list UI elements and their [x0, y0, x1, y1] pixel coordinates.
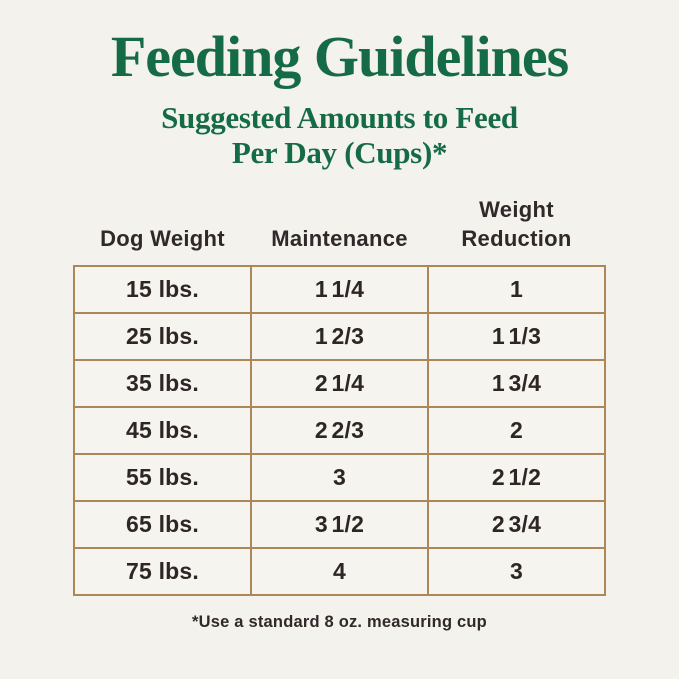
feeding-guidelines-table — [73, 265, 606, 596]
column-header-weight-reduction-label: Weight Reduction — [461, 197, 572, 252]
cell-weight-reduction: 1 — [428, 266, 605, 313]
cell-dog-weight: 45 lbs. — [74, 407, 251, 454]
column-header-dog-weight: Dog Weight — [100, 226, 225, 252]
table-row — [74, 407, 605, 454]
cell-dog-weight: 35 lbs. — [74, 360, 251, 407]
cell-weight-reduction: 1 1/3 — [428, 313, 605, 360]
cell-weight-reduction: 1 3/4 — [428, 360, 605, 407]
cell-dog-weight: 65 lbs. — [74, 501, 251, 548]
table-row — [74, 548, 605, 595]
page-subtitle — [0, 101, 679, 170]
cell-dog-weight: 25 lbs. — [74, 313, 251, 360]
cell-weight-reduction: 2 1/2 — [428, 454, 605, 501]
cell-dog-weight: 15 lbs. — [74, 266, 251, 313]
column-header-weight-reduction — [428, 196, 605, 264]
table-column-headers — [74, 196, 605, 264]
column-header-maintenance: Maintenance — [271, 226, 408, 252]
table-row — [74, 313, 605, 360]
cell-maintenance: 3 — [251, 454, 428, 501]
footnote: *Use a standard 8 oz. measuring cup — [192, 612, 487, 631]
table-row — [74, 454, 605, 501]
cell-maintenance: 4 — [251, 548, 428, 595]
cell-maintenance: 2 1/4 — [251, 360, 428, 407]
table-row — [74, 266, 605, 313]
cell-weight-reduction: 3 — [428, 548, 605, 595]
cell-weight-reduction: 2 3/4 — [428, 501, 605, 548]
page-title: Feeding Guidelines — [110, 24, 569, 89]
cell-maintenance: 2 2/3 — [251, 407, 428, 454]
table-row — [74, 360, 605, 407]
cell-maintenance: 3 1/2 — [251, 501, 428, 548]
subtitle-line-1: Suggested Amounts to Feed — [161, 100, 518, 135]
cell-maintenance: 1 1/4 — [251, 266, 428, 313]
cell-dog-weight: 75 lbs. — [74, 548, 251, 595]
subtitle-line-2: Per Day (Cups)* — [231, 134, 448, 170]
table-row — [74, 501, 605, 548]
cell-dog-weight: 55 lbs. — [74, 454, 251, 501]
cell-weight-reduction: 2 — [428, 407, 605, 454]
cell-maintenance: 1 2/3 — [251, 313, 428, 360]
